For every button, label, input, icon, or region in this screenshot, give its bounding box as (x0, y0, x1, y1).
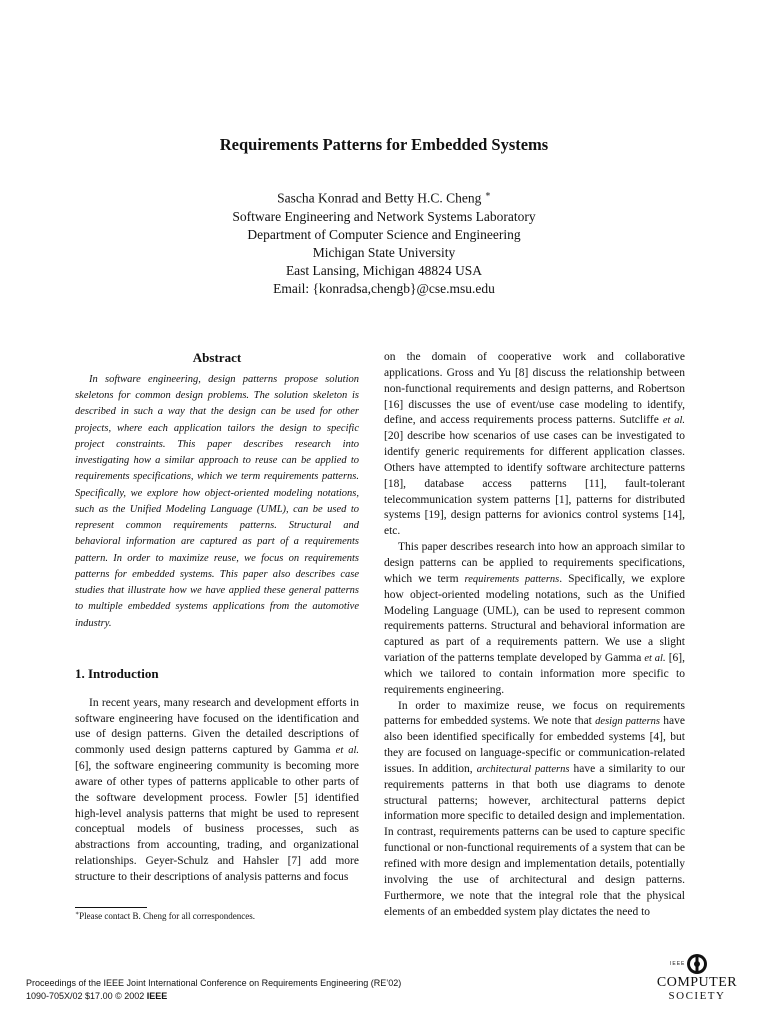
intro-paragraph: In recent years, many research and development efforts in software engineering have focused on the identification and use of design patterns. Given the detailed descriptions of commonly used design patterns captured by Gamma et al. [6], the software engineering community is becoming more aware of other types of patterns applicable to other parts of the software development process. Fowler [5] identified high-level analysis patterns that might be used to represent conceptual models of business processes, such as abstractions from accounting, trading, and organizational relationships. Geyer-Schulz and Hahsler [7] add more structure to their descriptions of analysis patterns and focus (75, 696, 360, 883)
abstract-heading: Abstract (192, 350, 242, 365)
footnote-rule (75, 907, 147, 908)
logo-text-computer: COMPUTER (656, 975, 738, 990)
left-column (75, 350, 359, 886)
computer-society-logo (652, 953, 742, 1008)
right-paragraph-3: In order to maximize reuse, we focus on requirements patterns for embedded systems. We note that design patterns have also been identified specifically for embedded systems [4], but they are focused on language-specific or communication-related issues. In addition, architectural patterns have a similarity to our requirements patterns in that both use diagrams to denote structural patterns; however, architectural patterns depict information more specific to detailed design and implementation. In contrast, requirements patterns can be used to capture specific functional or non-functional requirements of a system that can be refined with more design and implementation details, potentially involving the use of architectural and design patterns. Furthermore, we note that the integral role that the physical elements of an embedded system play dictates the need to (384, 699, 686, 918)
right-paragraph-2: This paper describes research into how an approach similar to design patterns can be applied to requirements specifications, which we term requirements patterns. Specifically, we explore how object-oriented modeling notations, such as the Unified Modeling Language (UML), can be used to represent common requirements patterns. Structural and behavioral information are captured as part of a requirements pattern. We use a slight variation of the patterns template developed by Gamma et al. [6], which we tailored to contain information more specific to requirements engineering. (384, 541, 685, 696)
logo-text-society: SOCIETY (668, 990, 726, 1002)
author-lab: Software Engineering and Network Systems Laboratory (232, 208, 536, 224)
paper-title: Requirements Patterns for Embedded Systems (219, 135, 549, 154)
logo-emblem-icon: IEEE (652, 953, 742, 975)
right-column (384, 350, 685, 920)
proceedings-line: Proceedings of the IEEE Joint International Conference on Requirements Engineering (RE’02) (26, 978, 402, 988)
author-dept: Department of Computer Science and Engineering (247, 226, 521, 242)
right-paragraph-1: on the domain of cooperative work and collaborative applications. Gross and Yu [8] discuss the relationship between non-functional requirements and design patterns, and Robertson [16] discusses the use of event/use case modeling to identify, define, and access requirements process patterns. Sutcliffe et al. [20] describe how scenarios of use cases can be investigated to identify generic requirements for different application classes. Others have attempted to identify software architecture patterns [18], database access patterns [11], fault-tolerant telecommunication system patterns [1], patterns for distributed systems [19], design patterns for avionics control systems [14], etc. (384, 351, 685, 538)
footnote: ∗Please contact B. Cheng for all correspondences. (75, 911, 256, 921)
copyright-line: 1090-705X/02 $17.00 © 2002 IEEE (26, 991, 168, 1001)
abstract-text: In software engineering, design patterns propose solution skeletons for common design problems. The solution skeleton is described in such a way that the design can be used for other projects, where each application tailors the design to specific project constraints. This paper describes research into investigating how a similar approach to reuse can be applied to requirements specifications, which we term requirements patterns. Specifically, we explore how object-oriented modeling notations, such as the Unified Modeling Language (UML), can be used to represent common requirements patterns. Structural and behavioral information are captured as part of a requirements pattern. In order to maximize reuse, we focus on requirements patterns for embedded systems. This paper also describes case studies that illustrate how we have applied these general patterns to multiple embedded systems applications from the automotive industry. (75, 373, 359, 629)
author-names: Sascha Konrad and Betty H.C. Cheng ∗ (277, 189, 491, 206)
author-block (0, 185, 768, 298)
author-university: Michigan State University (312, 244, 456, 260)
section-heading-introduction: 1. Introduction (75, 665, 159, 681)
author-location: East Lansing, Michigan 48824 USA (285, 262, 483, 278)
author-email: Email: {konradsa,chengb}@cse.msu.edu (273, 280, 495, 296)
footnote-mark: ∗ (484, 189, 491, 199)
